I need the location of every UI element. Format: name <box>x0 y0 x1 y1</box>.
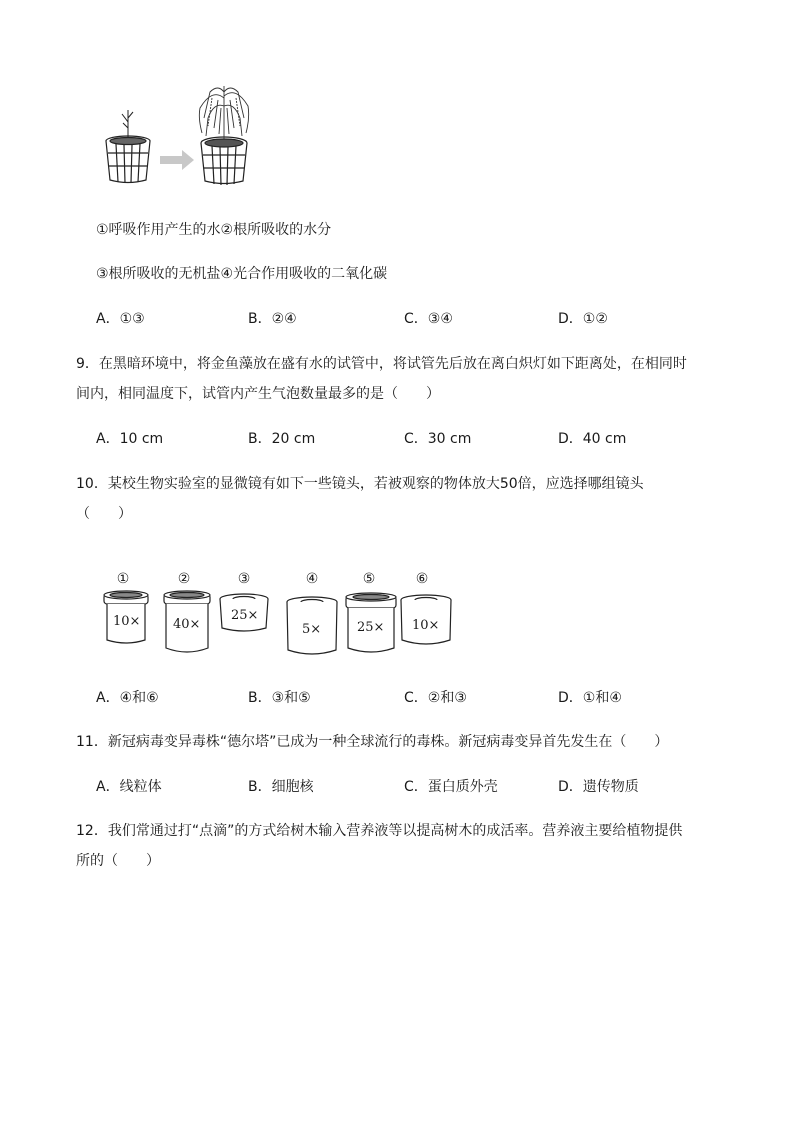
lens-6-label: 10× <box>412 618 440 633</box>
q11-option-d[interactable]: D．遗传物质 <box>558 779 639 795</box>
q10-option-c[interactable]: C．②和③ <box>404 690 467 706</box>
lens-figure <box>96 570 476 665</box>
lens-6-number: ⑥ <box>415 571 429 587</box>
q8-items-line2: ③根所吸收的无机盐④光合作用吸收的二氧化碳 <box>96 266 388 282</box>
lens-2-number: ② <box>177 571 191 587</box>
q10-option-a[interactable]: A．④和⑥ <box>96 690 159 706</box>
lens-1-label: 10× <box>113 614 141 629</box>
q11-option-a[interactable]: A．线粒体 <box>96 779 162 795</box>
small-pot <box>106 136 150 183</box>
lens-5-number: ⑤ <box>362 571 376 587</box>
q9-text-line2: 间内，相同温度下，试管内产生气泡数量最多的是（ ） <box>76 386 440 402</box>
plant-growth-figure <box>100 78 260 188</box>
q8-option-d[interactable]: D．①② <box>558 311 608 327</box>
lens-5-label: 25× <box>357 620 385 635</box>
willow-tree <box>199 86 248 140</box>
arrow-icon <box>160 150 194 170</box>
q9-option-d[interactable]: D．40 cm <box>558 431 627 447</box>
lens-2-label: 40× <box>173 617 201 632</box>
sapling <box>122 110 133 138</box>
lens-4-number: ④ <box>305 571 319 587</box>
q8-items-line1: ①呼吸作用产生的水②根所吸收的水分 <box>96 222 332 238</box>
q11-text-line1: 11．新冠病毒变异毒株“德尔塔”已成为一种全球流行的毒株。新冠病毒变异首先发生在（ ） <box>76 734 669 750</box>
q9-text-line1: 9．在黑暗环境中，将金鱼藻放在盛有水的试管中，将试管先后放在离白炽灯如下距离处，在相同时 <box>76 356 687 372</box>
lens-3-number: ③ <box>237 571 251 587</box>
lens-4-label: 5× <box>302 622 322 637</box>
q9-option-c[interactable]: C．30 cm <box>404 431 472 447</box>
q12-text-line1: 12．我们常通过打“点滴”的方式给树木输入营养液等以提高树木的成活率。营养液主要给植物提供 <box>76 823 683 839</box>
q8-option-c[interactable]: C．③④ <box>404 311 453 327</box>
q10-text-line1: 10．某校生物实验室的显微镜有如下一些镜头，若被观察的物体放大50倍，应选择哪组镜头 <box>76 476 644 492</box>
q10-option-b[interactable]: B．③和⑤ <box>248 690 311 706</box>
q11-option-c[interactable]: C．蛋白质外壳 <box>404 779 498 795</box>
q8-option-a[interactable]: A．①③ <box>96 311 145 327</box>
lens-3-label: 25× <box>231 608 259 623</box>
lens-1-number: ① <box>116 571 130 587</box>
large-pot <box>201 137 247 185</box>
q10-option-d[interactable]: D．①和④ <box>558 690 622 706</box>
q11-option-b[interactable]: B．细胞核 <box>248 779 314 795</box>
q8-option-b[interactable]: B．②④ <box>248 311 297 327</box>
q9-option-b[interactable]: B．20 cm <box>248 431 316 447</box>
q9-option-a[interactable]: A．10 cm <box>96 431 164 447</box>
q10-text-line2: （ ） <box>76 506 132 522</box>
q12-text-line2: 所的（ ） <box>76 853 160 869</box>
